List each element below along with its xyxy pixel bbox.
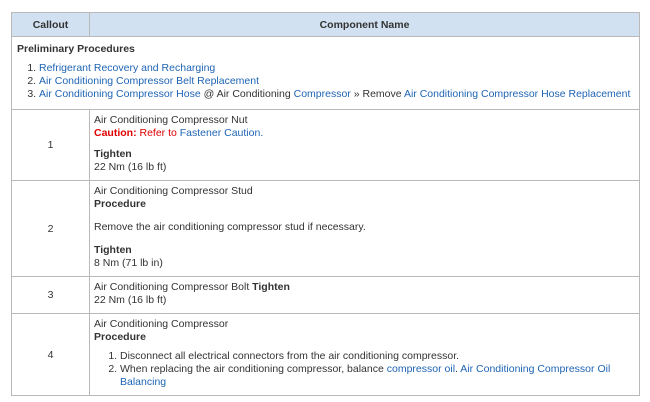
list-item <box>39 88 635 101</box>
list-item <box>39 62 635 75</box>
procedure-label: Procedure <box>94 331 146 343</box>
preliminary-procedures-cell <box>12 37 640 110</box>
compressor-hose-replacement-link[interactable]: Air Conditioning Compressor Hose Replacement <box>403 88 631 100</box>
caution-label: Caution: <box>94 127 137 139</box>
compressor-oil-balancing-link[interactable]: Air Conditioning Compressor Oil Balancing <box>120 363 611 388</box>
component-name: Air Conditioning Compressor Stud <box>94 185 253 197</box>
callout-cell: 2 <box>12 181 90 277</box>
component-cell <box>90 110 640 181</box>
table-row <box>12 314 640 396</box>
list-item <box>39 75 635 88</box>
table-row <box>12 277 640 314</box>
refrigerant-recovery-link[interactable]: Refrigerant Recovery and Recharging <box>39 62 216 74</box>
compressor-hose-link[interactable]: Air Conditioning Compressor Hose <box>39 88 201 100</box>
caution-text: Refer to <box>136 127 180 139</box>
compressor-belt-replacement-link[interactable]: Air Conditioning Compressor Belt Replacement <box>39 75 260 87</box>
table-row <box>12 110 640 181</box>
callout-table <box>11 12 640 396</box>
tighten-label: Tighten <box>94 148 132 160</box>
callout-cell: 1 <box>12 110 90 181</box>
header-component-name: Component Name <box>90 13 640 37</box>
torque-value: 22 Nm (16 lb ft) <box>94 294 167 306</box>
tighten-label: Tighten <box>94 244 132 256</box>
torque-value: 22 Nm (16 lb ft) <box>94 161 167 173</box>
caution-line <box>94 127 635 140</box>
step2-mid: . <box>455 363 461 375</box>
header-callout: Callout <box>12 13 90 37</box>
preliminary-procedures-row <box>12 37 640 110</box>
table-header-row <box>12 13 640 37</box>
table-row <box>12 181 640 277</box>
list-item: 1. Disconnect all electrical connectors from the air conditioning compressor. <box>120 350 635 363</box>
step2-text: When replacing the air conditioning compressor, balance <box>120 363 387 375</box>
fastener-caution-link[interactable]: Fastener Caution <box>179 127 261 139</box>
component-name: Air Conditioning Compressor Nut <box>94 114 248 126</box>
component-name-line <box>94 281 635 294</box>
step3-text2: » Remove <box>350 88 404 100</box>
callout-cell: 4 <box>12 314 90 396</box>
torque-value: 8 Nm (71 lb in) <box>94 257 163 269</box>
callout-cell: 3 <box>12 277 90 314</box>
compressor-link[interactable]: Compressor <box>293 88 351 100</box>
step3-text1: @ Air Conditioning <box>200 88 294 100</box>
preliminary-steps-list <box>17 62 635 101</box>
component-name: Air Conditioning Compressor <box>94 318 229 330</box>
caution-end: . <box>260 127 264 139</box>
procedure-text: Remove the air conditioning compressor stud if necessary. <box>94 221 366 233</box>
compressor-oil-link[interactable]: compressor oil <box>386 363 456 375</box>
component-cell <box>90 181 640 277</box>
procedure-table-container <box>11 12 639 396</box>
tighten-label: Tighten <box>252 281 290 293</box>
procedure-steps-list <box>94 350 635 389</box>
component-cell <box>90 314 640 396</box>
preliminary-procedures-title: Preliminary Procedures <box>17 43 135 55</box>
component-cell <box>90 277 640 314</box>
component-name: Air Conditioning Compressor Bolt <box>94 281 253 293</box>
list-item <box>120 363 635 389</box>
procedure-label: Procedure <box>94 198 146 210</box>
